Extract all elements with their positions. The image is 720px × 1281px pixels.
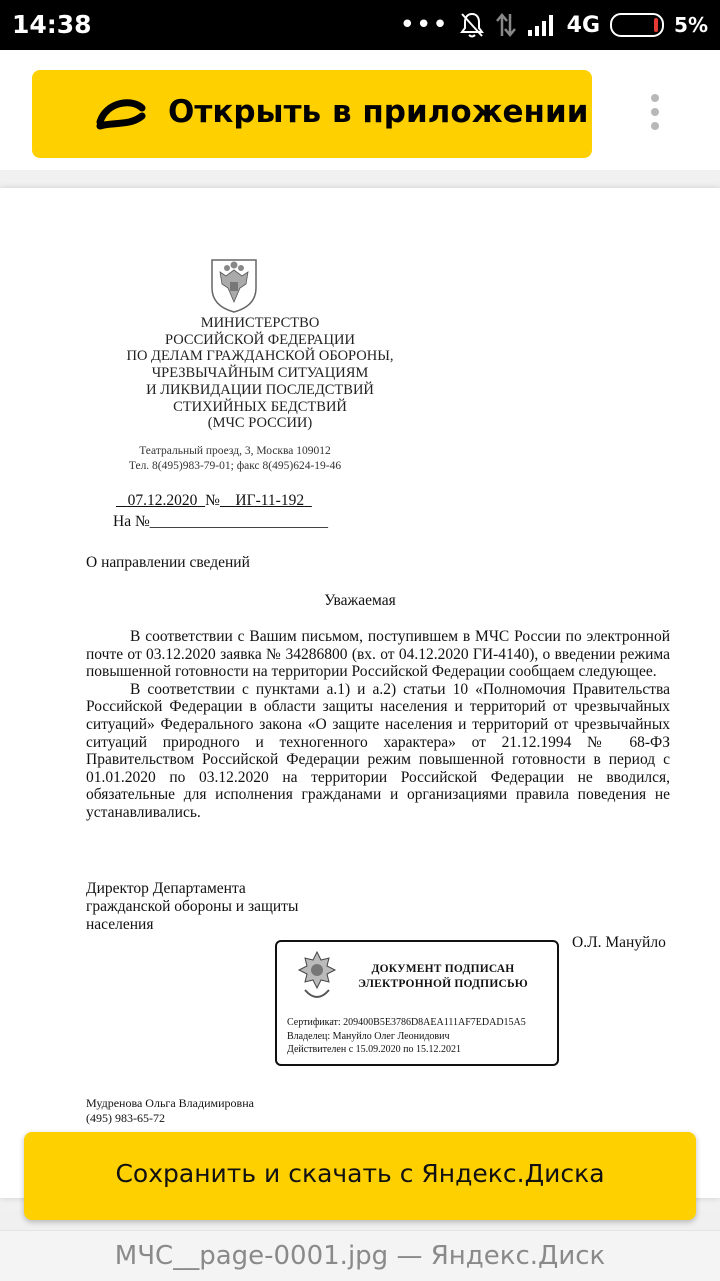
signer-name: О.Л. Мануйло [572,934,666,951]
reference-label: На № [113,513,150,530]
document-number-line [116,492,312,510]
data-transfer-icon [495,12,517,38]
ministry-line: (МЧС РОССИИ) [207,415,313,432]
ministry-line: ЧРЕЗВЫЧАЙНЫМ СИТУАЦИЯМ [151,365,369,382]
ministry-line: ПО ДЕЛАМ ГРАЖДАНСКОЙ ОБОРОНЫ, [126,348,394,365]
battery-icon [610,13,664,37]
ministry-line: СТИХИЙНЫХ БЕДСТВИЙ [173,398,347,415]
executor-info [86,1096,254,1126]
status-bar [0,0,720,50]
ministry-line: И ЛИКВИДАЦИИ ПОСЛЕДСТВИЙ [146,381,374,398]
mute-icon [459,11,485,39]
executor-phone: (495) 983-65-72 [86,1111,165,1125]
image-viewer[interactable] [0,170,720,1210]
stamp-title: ДОКУМЕНТ ПОДПИСАН ЭЛЕКТРОННОЙ ПОДПИСЬЮ [358,963,528,990]
coat-of-arms-icon [208,258,260,314]
yandex-disk-logo-icon [96,96,146,130]
battery-percent: 5% [674,13,708,37]
more-dots-icon: ••• [399,10,449,40]
status-icons [400,8,708,42]
letter-subject: О направлении сведений [86,554,250,571]
stamp-details [287,1016,526,1057]
phone-line: Тел. 8(495)983-79-01; факс 8(495)624-19-46 [128,460,342,472]
open-in-app-label: Открыть в приложении [168,94,589,130]
executor-name: Мудренова Ольга Владимировна [86,1096,254,1110]
ministry-header [60,315,460,432]
director-line: гражданской обороны и защиты [86,898,299,915]
stamp-validity: Действителен с 15.09.2020 по 15.12.2021 [287,1044,461,1055]
stamp-owner: Владелец: Мануйло Олег Леонидович [287,1030,450,1042]
top-bar [0,50,720,170]
ministry-line: МИНИСТЕРСТВО [200,315,320,331]
mchs-emblem-icon [295,950,339,1004]
director-line: населения [86,916,154,933]
body-paragraph: В соответствии с Вашим письмом, поступившем в МЧС России по электронной почте от 03.12.2020 заявка № 34286800 (вх. от 04.12.2020 ГИ-4140), о введении режима повышенной готовности на территории Российской Федерации сообщаем следующее. [86,628,670,681]
document-number: ИГ-11-192 [235,492,305,509]
ministry-line: РОССИЙСКОЙ ФЕДЕРАЦИИ [165,331,355,348]
director-line: Директор Департамента [86,880,246,897]
save-and-download-button[interactable] [24,1132,696,1220]
save-button-label: Сохранить и скачать с Яндекс.Диска [115,1159,605,1188]
reference-number-line: На №_______________________ [113,513,328,530]
network-type: 4G [566,12,601,38]
document-page [0,188,720,1198]
number-sign: № [205,492,220,509]
letter-greeting: Уважаемая [324,592,396,609]
status-time: 14:38 [12,10,92,39]
letter-body [86,628,670,822]
stamp-certificate: Сертификат: 209400B5E3786D8AEA111AF7EDAD15A5 [287,1017,526,1028]
open-in-app-button[interactable] [32,70,592,158]
ministry-address [60,444,410,474]
director-title [86,880,298,934]
page-title: МЧС__page-0001.jpg — Яндекс.Диск [114,1241,606,1271]
electronic-signature-stamp [275,940,559,1066]
browser-title-bar [0,1230,720,1281]
more-vertical-icon[interactable] [640,94,672,134]
address-line: Театральный проезд, 3, Москва 109012 [139,445,331,457]
document-date: 07.12.2020 [127,492,198,509]
signal-icon [527,13,557,37]
body-paragraph: В соответствии с пунктами а.1) и а.2) статьи 10 «Полномочия Правительства Российской Федерации в области защиты населения и территорий от чрезвычайных ситуаций» Федерального закона «О защите населения и территорий от чрезвычайных ситуаций природного и техногенного характера» от 21.12.1994 № 68-ФЗ Правительством Российской Федерации режим повышенной готовности в период с 01.01.2020 по 03.12.2020 на территории Российской Федерации не вводился, обязательные для исполнения гражданами и организациями правила поведения не устанавливались. [86,680,670,821]
